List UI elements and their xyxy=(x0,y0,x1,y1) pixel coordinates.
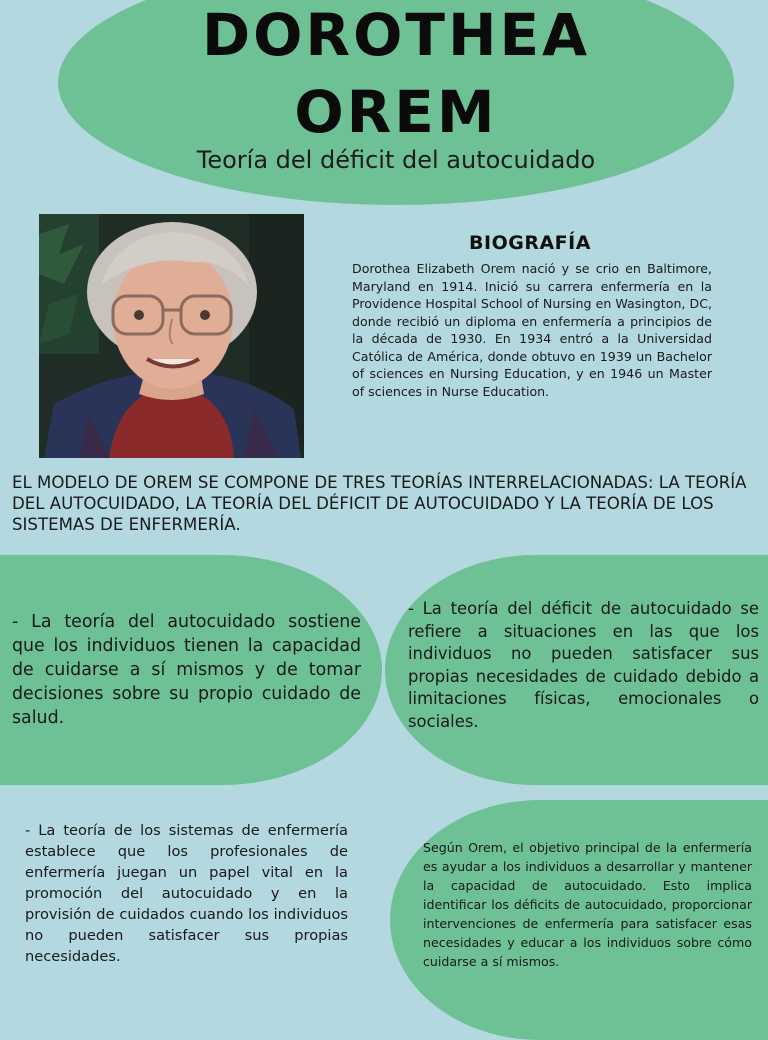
title-banner xyxy=(58,0,734,205)
theory-deficit-text: - La teoría del déficit de autocuidado se refiere a situaciones en las que los individuos no pueden satisfacer sus propias necesidades de cuidado debido a limitaciones físicas, emocionales o sociales. xyxy=(408,599,759,731)
nursing-objective-text: Según Orem, el objetivo principal de la enfermería es ayudar a los individuos a desarrollar y mantener la capacidad de autocuidado. Esto implica identificar los déficits de autocuidado, proporcionar intervenciones de enfermería para satisfacer esas necesidades y educar a los individuos sobre cómo cuidarse a sí mismos. xyxy=(423,840,752,969)
page-title-line2: OREM xyxy=(294,78,498,146)
biography-heading: BIOGRAFÍA xyxy=(469,232,591,254)
theory-autocuidado-text: - La teoría del autocuidado sostiene que los individuos tienen la capacidad de cuidarse a sí mismos y de tomar decisiones sobre su propio cuidado de salud. xyxy=(12,612,361,728)
model-intro: EL MODELO DE OREM SE COMPONE DE TRES TEORÍAS INTERRELACIONADAS: LA TEORÍA DEL AUTOCUIDADO, LA TEORÍA DEL DÉFICIT DE AUTOCUIDADO Y LA TEORÍA DE LOS SISTEMAS DE ENFERMERÍA. xyxy=(12,473,747,534)
theory-sistemas-text: - La teoría de los sistemas de enfermería establece que los profesionales de enfermería juegan un papel vital en la promoción del autocuidado y en la provisión de cuidados cuando los individuos no pueden satisfacer sus propias necesidades. xyxy=(25,822,348,965)
page-subtitle: Teoría del déficit del autocuidado xyxy=(196,146,596,174)
portrait-photo xyxy=(39,214,304,458)
page-title-line1: DOROTHEA xyxy=(201,1,591,69)
biography-text: Dorothea Elizabeth Orem nació y se crio en Baltimore, Maryland en 1914. Inició su carrera enfermería en la Providence Hospital School of Nursing en Wasington, DC, donde recibió un diploma en enfermería a principios de la década de 1930. En 1934 entró a la Universidad Católica de América, donde obtuvo en 1939 un Bachelor of sciences en Nursing Education, y en 1946 un Master of sciences in Nurse Education. xyxy=(352,261,712,399)
